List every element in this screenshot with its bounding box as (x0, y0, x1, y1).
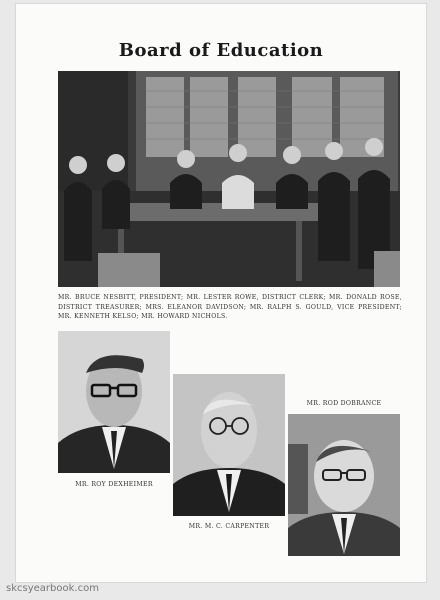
portrait-photo-carpenter (173, 374, 285, 516)
portrait-photo-dobrance (288, 414, 400, 556)
page-title: Board of Education (118, 40, 324, 61)
portrait-caption-dobrance: MR. ROD DOBRANCE (306, 400, 382, 407)
yearbook-page (16, 4, 426, 582)
portrait-caption-carpenter: MR. M. C. CARPENTER (188, 523, 270, 530)
group-photo (58, 71, 400, 287)
group-caption: MR. BRUCE NESBITT, PRESIDENT; MR. LESTER ROWE, DISTRICT CLERK; MR. DONALD ROSE, DISTRICT TREASURER; MRS. ELEANOR DAVIDSON; MR. RALPH S. GOULD, VICE PRESIDENT; MR. KENNETH KELSO; MR. HOWARD NICHOLS. (58, 294, 402, 320)
portrait-caption-dexheimer: MR. ROY DEXHEIMER (75, 481, 153, 488)
watermark: skcsyearbook.com (6, 583, 99, 594)
portrait-photo-dexheimer (58, 331, 170, 473)
